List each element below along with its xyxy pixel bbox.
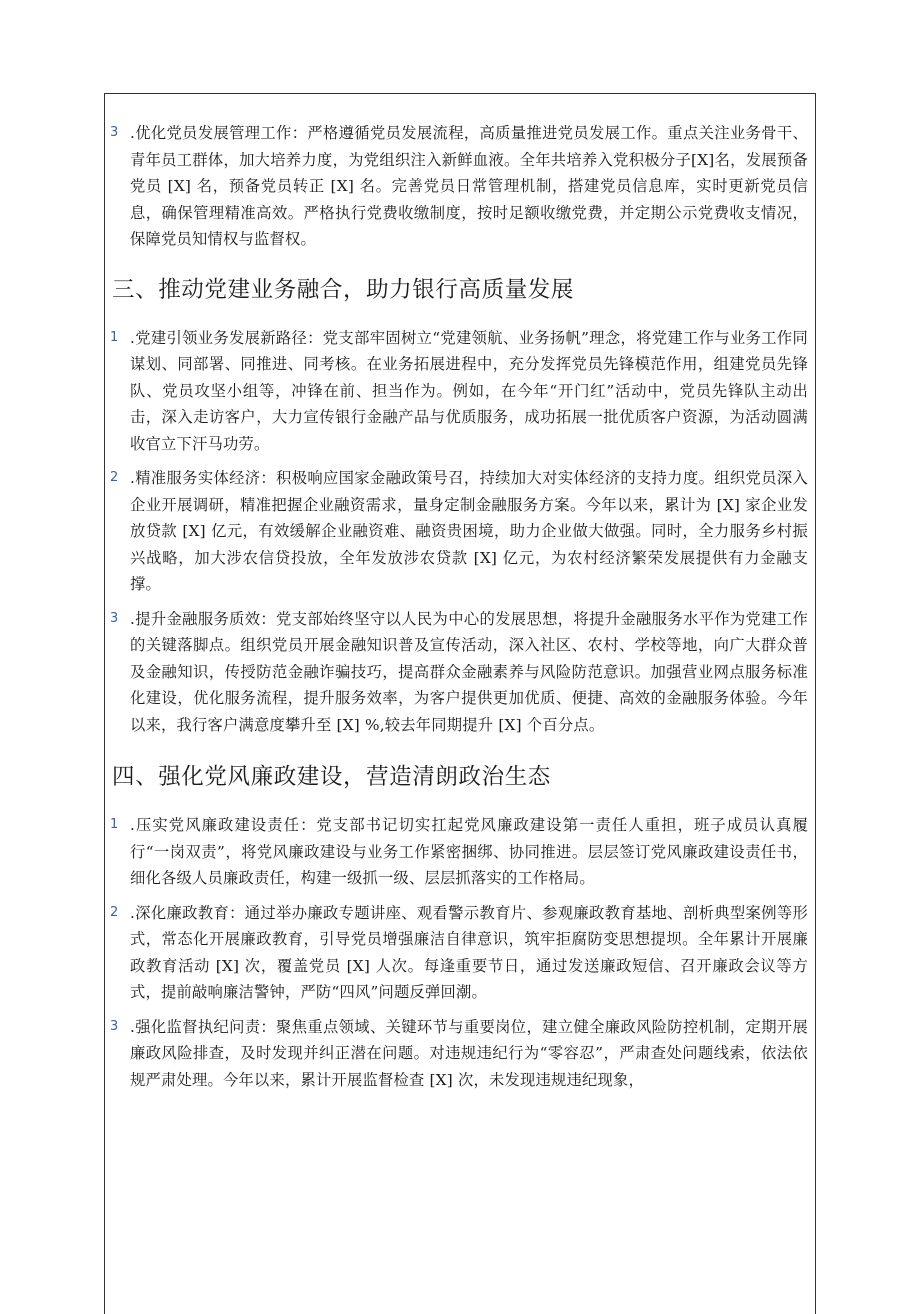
list-item — [108, 1014, 808, 1094]
list-item — [108, 325, 808, 458]
item-number: 1 — [110, 329, 119, 345]
item-text: .强化监督执纪问责：聚焦重点领域、关键环节与重要岗位，建立健全廉政风险防控机制，定期开展廉政风险排查，及时发现并纠正潜在问题。对违规违纪行为“零容忍”，严肃查处问题线索，依法依规严肃处理。今年以来，累计开展监督检查 [X] 次，未发现违规违纪现象， — [130, 1017, 808, 1089]
item-number: 1 — [110, 817, 119, 832]
item-text: .压实党风廉政建设责任：党支部书记切实扛起党风廉政建设第一责任人重担，班子成员认真履行“一岗双责”，将党风廉政建设与业务工作紧密捆绑、协同推进。层层签订党风廉政建设责任书，细化各级人员廉政责任，构建一级抓一级、层层抓落实的工作格局。 — [130, 816, 808, 887]
item-text: .深化廉政教育：通过举办廉政专题讲座、观看警示教育片、参观廉政教育基地、剖析典型案例等形式，常态化开展廉政教育，引导党员增强廉洁自律意识，筑牢拒腐防变思想提坝。全年累计开展廉政教育活动 [X] 次，覆盖党员 [X] 人次。每逢重要节日，通过发送廉政短信、召开廉政会议等方式，提前敲响廉洁警钟，严防“四风”问题反弹回潮。 — [130, 903, 808, 1001]
item-number: 2 — [110, 904, 119, 920]
item-number: 3 — [110, 1018, 119, 1034]
item-text: .精准服务实体经济：积极响应国家金融政策号召，持续加大对实体经济的支持力度。组织党员深入企业开展调研，精准把握企业融资需求，量身定制金融服务方案。今年以来，累计为 [X] 家企业发放贷款 [X] 亿元，有效缓解企业融资难、融资贵困境，助力企业做大做强。同时，全力服务乡村振兴战略，加大涉农信贷投放，全年发放涉农贷款 [X] 亿元，为农村经济繁荣发展提供有力金融支撑。 — [130, 469, 808, 593]
list-item — [108, 900, 808, 1006]
item-text: .提升金融服务质效：党支部始终坚守以人民为中心的发展思想，将提升金融服务水平作为党建工作的关键落脚点。组织党员开展金融知识普及宣传活动，深入社区、农村、学校等地，向广大群众普及金融知识，传授防范金融诈骗技巧，提高群众金融素养与风险防范意识。加强营业网点服务标准化建设，优化服务流程，提升服务效率，为客户提供更加优质、便捷、高效的金融服务体验。今年以来，我行客户满意度攀升至 [X] %,较去年同期提升 [X] 个百分点。 — [130, 609, 808, 734]
item-number: 3 — [110, 610, 119, 626]
section-heading: 三、推动党建业务融合，助力银行高质量发展 — [112, 276, 575, 303]
list-item — [108, 465, 808, 598]
list-item — [108, 606, 808, 739]
list-item — [108, 812, 808, 892]
list-item — [108, 120, 808, 253]
item-text: .党建引领业务发展新路径：党支部牢固树立“党建领航、业务扬帆”理念，将党建工作与业务工作同谋划、同部署、同推进、同考核。在业务拓展进程中，充分发挥党员先锋模范作用，组建党员先锋队、党员攻坚小组等，冲锋在前、担当作为。例如，在今年“开门红”活动中，党员先锋队主动出击，深入走访客户，大力宣传银行金融产品与优质服务，成功拓展一批优质客户资源，为活动圆满收官立下汗马功劳。 — [130, 328, 808, 453]
item-text: .优化党员发展管理工作：严格遵循党员发展流程，高质量推进党员发展工作。重点关注业务骨干、青年员工群体，加大培养力度，为党组织注入新鲜血液。全年共培养入党积极分子[X]名，发展预备党员 [X] 名，预备党员转正 [X] 名。完善党员日常管理机制，搭建党员信息库，实时更新党员信息，确保管理精准高效。严格执行党费收缴制度，按时足额收缴党费，并定期公示党费收支情况，保障党员知情权与监督权。 — [130, 124, 808, 248]
item-number: 3 — [110, 125, 119, 140]
document-body — [108, 120, 808, 1101]
section-heading: 四、强化党风廉政建设，营造清朗政治生态 — [112, 764, 551, 790]
item-number: 2 — [110, 470, 119, 485]
